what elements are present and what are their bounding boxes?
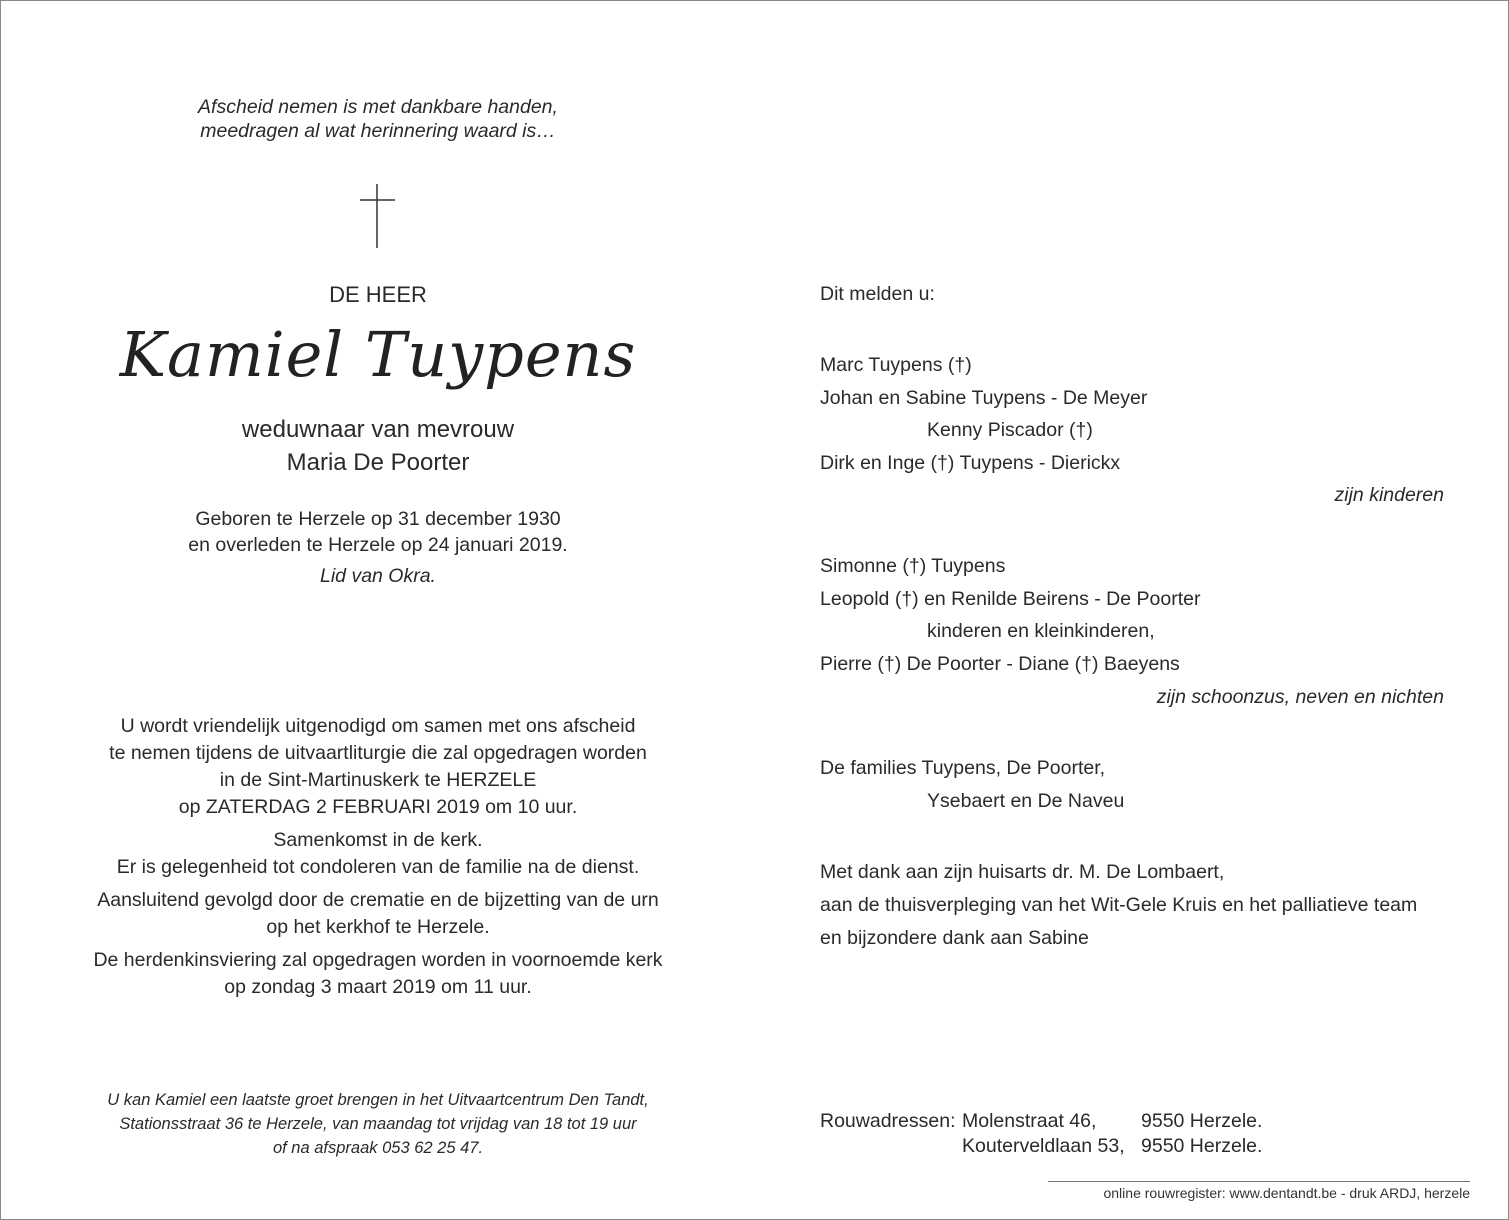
sibling-2: Leopold (†) en Renilde Beirens - De Poorter: [820, 588, 1201, 610]
child-2-partner: Kenny Piscador (†): [927, 419, 1093, 441]
spouse-name: Maria De Poorter: [286, 449, 470, 476]
memorial-line-1: De herdenkinsviering zal opgedragen worden in voornoemde kerk: [93, 949, 663, 971]
sibling-1: Simonne (†) Tuypens: [820, 555, 1006, 577]
address-2-city: 9550 Herzele.: [1141, 1135, 1263, 1157]
death-line: en overleden te Herzele op 24 januari 2019.: [188, 534, 568, 556]
families-line-2: Ysebaert en De Naveu: [927, 790, 1125, 812]
footer-credits: online rouwregister: www.dentandt.be - druk ARDJ, herzele: [1103, 1185, 1470, 1201]
families-line-1: De families Tuypens, De Poorter,: [820, 757, 1106, 779]
verse-line-2: meedragen al wat herinnering waard is…: [200, 120, 556, 142]
invite-line-4: op ZATERDAG 2 FEBRUARI 2019 om 10 uur.: [178, 796, 578, 818]
address-1-city: 9550 Herzele.: [1141, 1110, 1263, 1132]
thanks-line-1: Met dank aan zijn huisarts dr. M. De Lombaert,: [820, 861, 1225, 883]
visitation-line-3: of na afspraak 053 62 25 47.: [272, 1139, 484, 1157]
invite-line-3: in de Sint-Martinuskerk te HERZELE: [219, 769, 537, 791]
visitation-line-1: U kan Kamiel een laatste groet brengen in het Uitvaartcentrum Den Tandt,: [107, 1091, 649, 1109]
siblings-label: zijn schoonzus, neven en nichten: [1156, 686, 1444, 708]
spouse-relation: [40, 413, 716, 479]
addresses-label: Rouwadressen:: [820, 1110, 956, 1132]
address-2-street: Kouterveldlaan 53,: [962, 1135, 1125, 1157]
invite-line-2: te nemen tijdens de uitvaartliturgie die zal opgedragen worden: [109, 742, 647, 764]
verse-line-1: Afscheid nemen is met dankbare handen,: [198, 96, 558, 118]
thanks-line-2: aan de thuisverpleging van het Wit-Gele Kruis en het palliatieve team: [820, 894, 1418, 916]
cremation-line-1: Aansluitend gevolgd door de crematie en de bijzetting van de urn: [97, 889, 659, 911]
title-prefix: DE HEER: [329, 282, 427, 307]
spouse-relation-text: weduwnaar van mevrouw: [241, 416, 515, 443]
child-3: Dirk en Inge (†) Tuypens - Dierickx: [820, 452, 1121, 474]
life-dates: [40, 506, 716, 590]
opening-verse: [40, 94, 716, 145]
child-2: Johan en Sabine Tuypens - De Meyer: [820, 387, 1148, 409]
children-label: zijn kinderen: [1334, 484, 1444, 506]
membership: Lid van Okra.: [320, 565, 436, 587]
child-1: Marc Tuypens (†): [820, 354, 972, 376]
sibling-3: Pierre (†) De Poorter - Diane (†) Baeyens: [820, 653, 1180, 675]
deceased-name: Kamiel Tuypens: [119, 318, 637, 391]
funeral-invitation: [40, 713, 716, 1001]
cremation-line-2: op het kerkhof te Herzele.: [266, 916, 490, 938]
cross-icon: [40, 182, 716, 252]
visitation-line-2: Stationsstraat 36 te Herzele, van maandag tot vrijdag van 18 tot 19 uur: [119, 1115, 637, 1133]
birth-line: Geboren te Herzele op 31 december 1930: [195, 508, 561, 530]
thanks-line-3: en bijzondere dank aan Sabine: [820, 927, 1089, 949]
address-1-street: Molenstraat 46,: [962, 1110, 1097, 1132]
gathering-line-1: Samenkomst in de kerk.: [273, 829, 483, 851]
memorial-line-2: op zondag 3 maart 2019 om 11 uur.: [224, 976, 532, 998]
footer-divider: [1048, 1181, 1470, 1182]
visitation-note: [40, 1088, 716, 1160]
gathering-line-2: Er is gelegenheid tot condoleren van de familie na de dienst.: [116, 856, 640, 878]
invite-line-1: U wordt vriendelijk uitgenodigd om samen met ons afscheid: [120, 715, 636, 737]
announcement-intro: Dit melden u:: [820, 283, 935, 305]
sibling-2-family: kinderen en kleinkinderen,: [927, 620, 1155, 642]
